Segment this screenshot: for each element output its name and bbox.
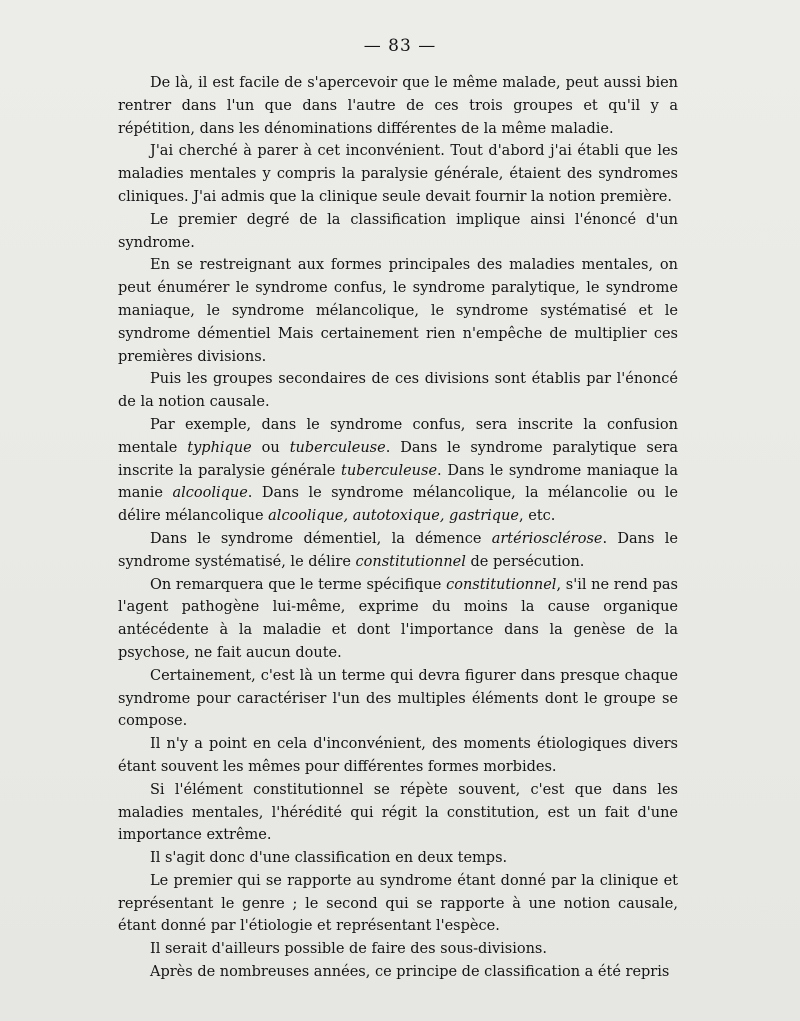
italic-term: alcoolique, autotoxique, gastrique — [268, 508, 520, 525]
paragraph — [118, 779, 678, 847]
paragraph — [118, 72, 678, 140]
text-segment: Le premier degré de la classification implique ainsi l'énoncé d'un syndrome. — [118, 211, 678, 251]
text-segment: Puis les groupes secondaires de ces divisions sont établis par l'énoncé de la notion causale. — [118, 371, 678, 411]
paragraph — [118, 528, 678, 574]
paragraph — [118, 847, 678, 870]
text-segment: Si l'élément constitutionnel se répète souvent, c'est que dans les maladies mentales, l'hérédité qui régit la constitution, est un fait d'une importance extrême. — [118, 781, 678, 844]
italic-term: tuberculeuse — [341, 462, 438, 479]
text-segment: Il serait d'ailleurs possible de faire des sous-divisions. — [150, 941, 547, 958]
page-number: — 83 — — [363, 36, 437, 56]
paragraph — [118, 414, 678, 528]
text-segment: , etc. — [519, 508, 556, 525]
paragraph — [118, 254, 678, 368]
paragraph — [118, 938, 678, 961]
text-segment: Dans le syndrome démentiel, la démence — [150, 530, 492, 547]
paragraph — [118, 870, 678, 938]
text-segment: . Dans le syndrome systématisé, le délire — [118, 530, 678, 570]
text-segment: . Dans le syndrome maniaque la manie — [118, 462, 679, 502]
text-segment: J'ai cherché à parer à cet inconvénient. Tout d'abord j'ai établi que les maladies mentales y compris la paralysie générale, étaient des syndromes cliniques. J'ai admis que la clinique seule devait fournir la notion première. — [118, 143, 678, 205]
paragraph — [118, 140, 678, 208]
text-segment: De là, il est facile de s'apercevoir que le même malade, peut aussi bien rentrer dans l'un que dans l'autre de ces trois groupes et qu'il y a répétition, dans les dénominations différentes de la même maladie. — [118, 75, 678, 137]
italic-term: alcoolique — [172, 485, 248, 502]
text-segment: de persécution. — [465, 553, 585, 570]
italic-term: typhique — [187, 439, 252, 456]
text-segment: On remarquera que le terme spécifique — [150, 576, 447, 593]
text-segment: . Dans le syndrome paralytique sera inscrite la paralysie générale — [118, 439, 679, 479]
text-segment: En se restreignant aux formes principales des maladies mentales, on peut énumérer le syndrome confus, le syndrome paralytique, le syndrome maniaque, le syndrome mélancolique, le syndrome systématisé et le syndrome démentiel Mais certainement rien n'empêche de multiplier ces premières divisions. — [118, 257, 678, 365]
paragraph — [118, 368, 678, 414]
italic-term: artériosclérose — [491, 530, 603, 547]
italic-term: tuberculeuse — [289, 439, 386, 456]
italic-term: constitutionnel — [355, 553, 466, 570]
text-segment: , s'il ne rend pas l'agent pathogène lui-même, exprime du moins la cause organique antécédente à la maladie et dont l'importance dans la genèse de la psychose, ne fait aucun doute. — [118, 576, 678, 661]
italic-term: constitutionnel — [446, 576, 557, 593]
text-segment: Le premier qui se rapporte au syndrome étant donné par la clinique et représentant le genre ; le second qui se rapporte à une notion causale, étant donné par l'étiologie et représentant l'espèce. — [118, 872, 678, 935]
text-segment: Par exemple, dans le syndrome confus, sera inscrite la confusion mentale — [118, 416, 678, 456]
text-segment: Il s'agit donc d'une classification en deux temps. — [150, 850, 508, 867]
paragraph — [118, 209, 678, 255]
paragraph — [118, 574, 678, 665]
paragraph — [118, 733, 678, 779]
text-segment: ou — [251, 439, 290, 456]
text-segment: Il n'y a point en cela d'inconvénient, des moments étiologiques divers étant souvent les mêmes pour différentes formes morbides. — [118, 736, 678, 775]
text-body — [118, 72, 678, 984]
text-segment: Après de nombreuses années, ce principe de classification a été repris — [150, 964, 670, 981]
paragraph — [118, 665, 678, 733]
text-segment: Certainement, c'est là un terme qui devra figurer dans presque chaque syndrome pour caractériser l'un des multiples éléments dont le groupe se compose. — [118, 667, 678, 730]
text-segment: . Dans le syndrome mélancolique, la mélancolie ou le délire mélancolique — [118, 485, 678, 525]
paragraph — [118, 961, 678, 984]
